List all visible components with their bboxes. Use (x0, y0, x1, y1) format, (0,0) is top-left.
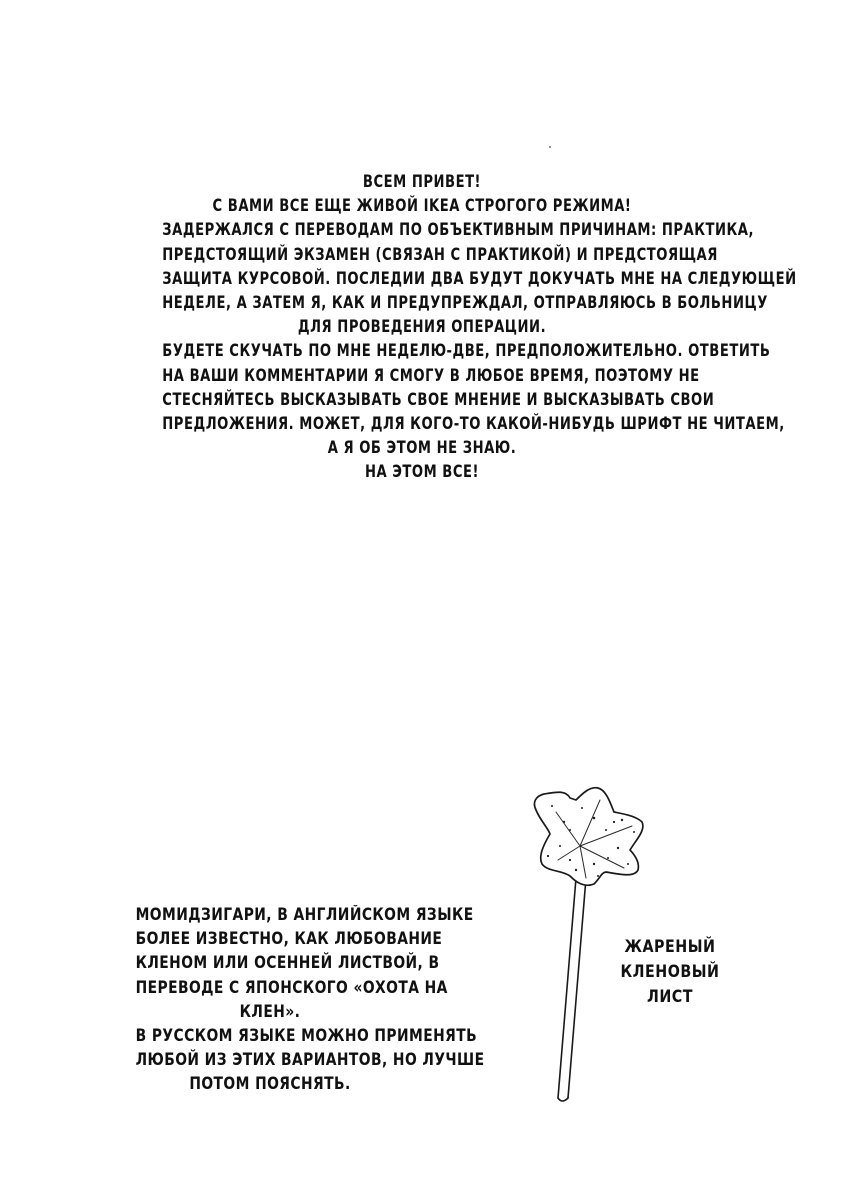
note-line: ЗАЩИТА КУРСОВОЙ. ПОСЛЕДИИ ДВА БУДУТ ДОКУЧАТЬ МНЕ НА СЛЕДУЮЩЕЙ (162, 268, 797, 289)
note-line: НА ВАШИ КОММЕНТАРИИ Я СМОГУ В ЛЮБОЕ ВРЕМЯ, ПОЭТОМУ НЕ (162, 365, 700, 386)
note-line: НЕДЕЛЕ, А ЗАТЕМ Я, КАК И ПРЕДУПРЕЖДАЛ, ОТПРАВЛЯЮСЬ В БОЛЬНИЦУ (162, 293, 768, 314)
note-line: ВСЕМ ПРИВЕТ! (362, 172, 482, 192)
note-line: НА ЭТОМ ВСЕ! (364, 462, 480, 483)
caption-line: ЖАРЕНЫЙ (624, 937, 716, 957)
leaf-caption (620, 935, 721, 1010)
maple-leaf (534, 788, 642, 886)
translator-note (162, 170, 797, 485)
note-line: ПРЕДСТОЯЩИЙ ЭКЗАМЕН (СВЯЗАН С ПРАКТИКОЙ) И ПРЕДСТОЯЩАЯ (162, 244, 718, 265)
note-line: А Я ОБ ЭТОМ НЕ ЗНАЮ. (327, 438, 517, 459)
paper-speck (549, 146, 551, 148)
momijigari-footnote (135, 903, 485, 1097)
caption-line: КЛЕНОВЫЙ (620, 962, 720, 982)
note-line: БУДЕТЕ СКУЧАТЬ ПО МНЕ НЕДЕЛЮ-ДВЕ, ПРЕДПОЛОЖИТЕЛЬНО. ОТВЕТИТЬ (162, 341, 771, 362)
note-line: ДЛЯ ПРОВЕДЕНИЯ ОПЕРАЦИИ. (297, 317, 547, 338)
footnote-line: ЛЮБОЙ ИЗ ЭТИХ ВАРИАНТОВ, НО ЛУЧШЕ (135, 1050, 485, 1070)
footnote-line: ПЕРЕВОДЕ С ЯПОНСКОГО «ОХОТА НА (135, 977, 448, 997)
footnote-line: КЛЕН». (239, 1001, 301, 1021)
note-line: С ВАМИ ВСЕ ЕЩЕ ЖИВОЙ IKEA СТРОГОГО РЕЖИМА! (212, 196, 632, 217)
footnote-line: МОМИДЗИГАРИ, В АНГЛИЙСКОМ ЯЗЫКЕ (135, 905, 474, 924)
footnote-line: В РУССКОМ ЯЗЫКЕ МОЖНО ПРИМЕНЯТЬ (135, 1026, 478, 1046)
note-line: ЗАДЕРЖАЛСЯ С ПЕРЕВОДАМ ПО ОБЪЕКТИВНЫМ ПРИЧИНАМ: ПРАКТИКА, (162, 220, 755, 241)
stick (558, 878, 586, 1101)
footnote-line: БОЛЕЕ ИЗВЕСТНО, КАК ЛЮБОВАНИЕ (135, 929, 443, 949)
caption-line: ЛИСТ (646, 987, 694, 1007)
footnote-line: ПОТОМ ПОЯСНЯТЬ. (189, 1074, 351, 1094)
footnote-line: КЛЕНОМ ИЛИ ОСЕННЕЙ ЛИСТВОЙ, В (135, 953, 440, 973)
note-line: СТЕСНЯЙТЕСЬ ВЫСКАЗЫВАТЬ СВОЕ МНЕНИЕ И ВЫСКАЗЫВАТЬ СВОИ (162, 389, 715, 410)
note-line: ПРЕДЛОЖЕНИЯ. МОЖЕТ, ДЛЯ КОГО-ТО КАКОЙ-НИБУДЬ ШРИФТ НЕ ЧИТАЕМ, (162, 414, 785, 435)
